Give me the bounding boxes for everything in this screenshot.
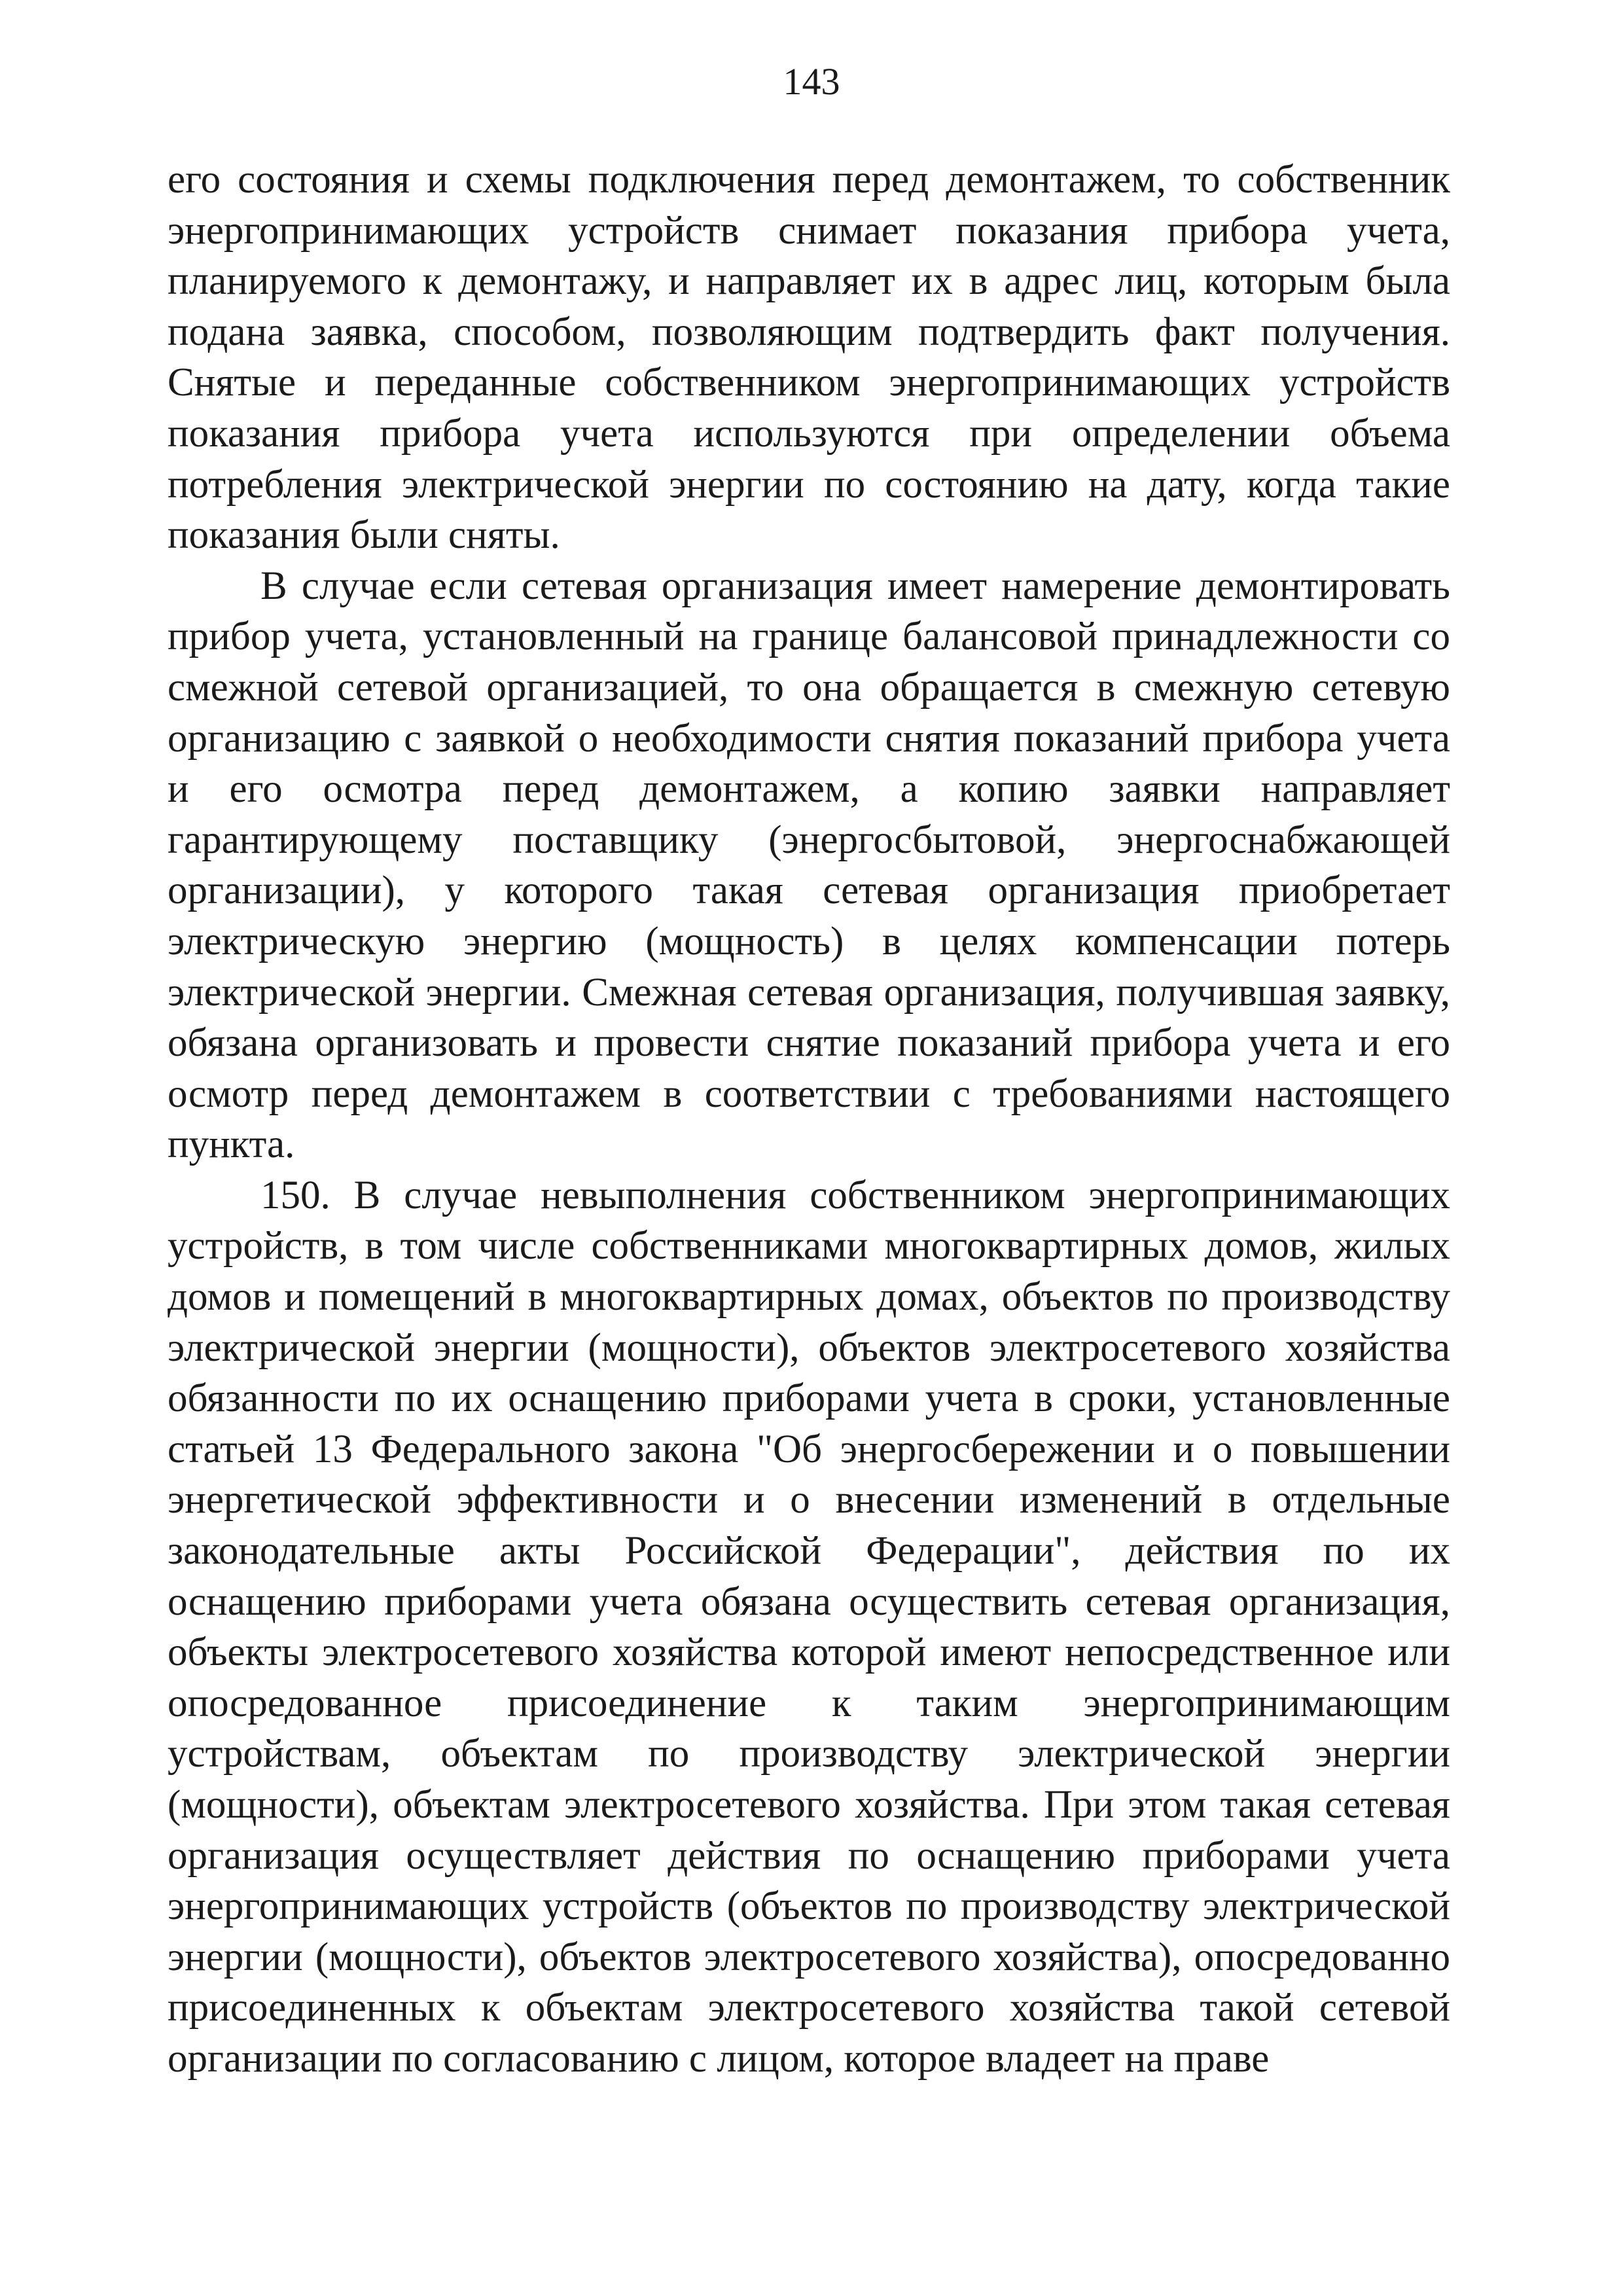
paragraph-network-dismantling: В случае если сетевая организация имеет намерение демонтировать прибор учета, установленный на границе балансовой принадлежности со смежной сетевой организацией, то она обращается в смежную сетевую организацию с заявкой о необходимости снятия показаний прибора учета и его осмотра перед демонтажем, а копию заявки направляет гарантирующему поставщику (энергосбытовой, энергоснабжающей организации), у которого такая сетевая организация приобретает электрическую энергию (мощность) в целях компенсации потерь электрической энергии. Смежная сетевая организация, получившая заявку, обязана организовать и провести снятие показаний прибора учета и его осмотр перед демонтажем в соответствии с требованиями настоящего пункта. (168, 564, 1450, 1167)
body-text (168, 154, 1450, 2085)
paragraph-continuation: его состояния и схемы подключения перед демонтажем, то собственник энергопринимающих устройств снимает показания прибора учета, планируемого к демонтажу, и направляет их в адрес лиц, которым была подана заявка, способом, позволяющим подтвердить факт получения. Снятые и переданные собственником энергопринимающих устройств показания прибора учета используются при определении объема потребления электрической энергии по состоянию на дату, когда такие показания были сняты. (168, 158, 1450, 558)
paragraph-clause-150: 150. В случае невыполнения собственником энергопринимающих устройств, в том числе собственниками многоквартирных домов, жилых домов и помещений в многоквартирных домах, объектов по производству электрической энергии (мощности), объектов электросетевого хозяйства обязанности по их оснащению приборами учета в сроки, установленные статьей 13 Федерального закона "Об энергосбережении и о повышении энергетической эффективности и о внесении изменений в отдельные законодательные акты Российской Федерации", действия по их оснащению приборами учета обязана осуществить сетевая организация, объекты электросетевого хозяйства которой имеют непосредственное или опосредованное присоединение к таким энергопринимающим устройствам, объектам по производству электрической энергии (мощности), объектам электросетевого хозяйства. При этом такая сетевая организация осуществляет действия по оснащению приборами учета энергопринимающих устройств (объектов по производству электрической энергии (мощности), объектов электросетевого хозяйства), опосредованно присоединенных к объектам электросетевого хозяйства такой сетевой организации по согласованию с лицом, которое владеет на праве (168, 1173, 1450, 2081)
page-number: 143 (783, 60, 840, 103)
